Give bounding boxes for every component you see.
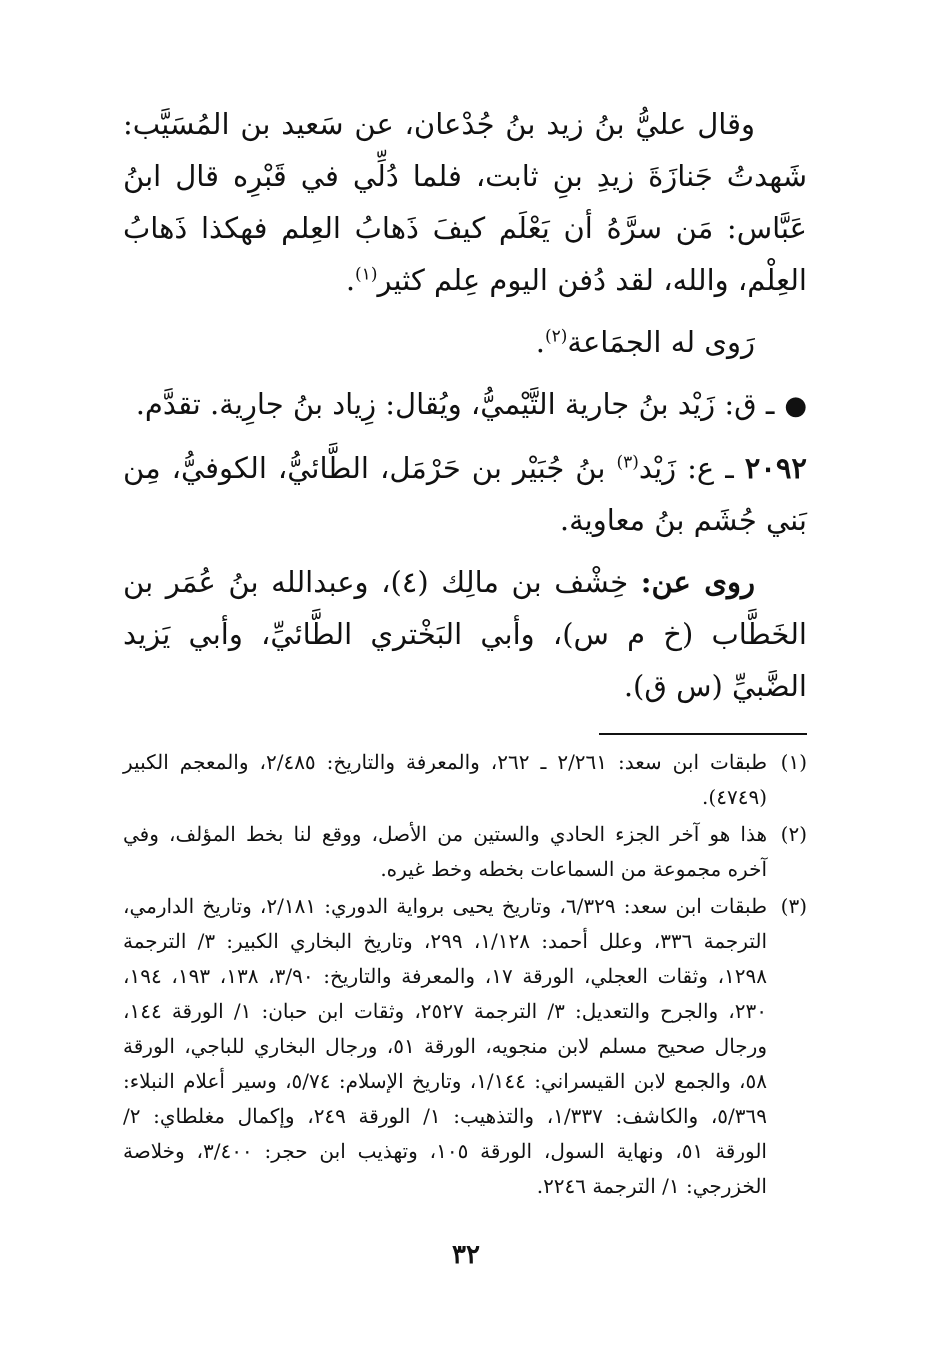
footnote-text: طبقات ابن سعد: ٢/٢٦١ ـ ٢٦٢، والمعرفة والتاريخ: ٢/٤٨٥، والمعجم الكبير (٤٧٤٩). xyxy=(123,750,767,809)
paragraph-quote xyxy=(123,98,807,306)
entry-number: ٢٠٩٢ xyxy=(744,451,808,485)
paragraph-narrators xyxy=(123,316,807,368)
footnote-number: (١) xyxy=(780,750,807,774)
footnote-divider xyxy=(599,733,807,735)
paragraph-narrated-from xyxy=(123,556,807,712)
paragraph-end-mark: . xyxy=(535,325,545,359)
entry-name-start: ـ ع: زَيْد xyxy=(638,451,734,485)
footnote-ref-1: (١) xyxy=(355,264,378,285)
paragraph-narrators-text: رَوى له الجمَاعة xyxy=(567,325,755,359)
footnote-number: (٢) xyxy=(780,822,807,846)
footnote-2 xyxy=(123,817,807,887)
bullet-icon: ● xyxy=(784,391,807,421)
narrated-from-label: روى عن: xyxy=(640,565,756,599)
paragraph-cross-reference xyxy=(123,378,807,432)
footnote-ref-3: (٣) xyxy=(616,452,639,473)
footnote-text: هذا هو آخر الجزء الحادي والستين من الأصل، ووقع لنا بخط المؤلف، وفي آخره مجموعة من السماعات بخطه وخط غيره. xyxy=(123,822,767,881)
entry-heading xyxy=(123,442,807,546)
footnote-ref-2: (٢) xyxy=(544,326,568,347)
main-text xyxy=(123,98,807,712)
paragraph-quote-text: وقال عليُّ بنُ زيد بنُ جُدْعان، عن سَعيد بن المُسَيَّب: شَهدتُ جَنازَةَ زيدِ بنِ ثابت، فلما دُلِّي في قَبْرِه قال ابنُ عَبَّاس: مَن سرَّهُ أن يَعْلَم كيفَ ذَهابُ العِلم فهكذا ذَهابُ العِلْم، والله، لقد دُفن اليوم عِلم كثير xyxy=(123,107,807,297)
narrated-from-text: خِشْف بن مالِك (٤)، وعبدالله بنُ عُمَر بن الخَطَّاب (خ م س)، وأبي البَخْتري الطَّائيِّ، وأبي يَزيد الضَّبيِّ (س ق). xyxy=(123,565,807,703)
cross-reference-text: ـ ق: زَيْد بنُ جارية التَّيْميُّ، ويُقال: زِياد بنُ جارِية. تقدَّم. xyxy=(135,387,775,421)
footnote-number: (٣) xyxy=(780,894,807,918)
entry-name-rest: بنُ جُبَيْر بن حَرْمَل، الطَّائيُّ، الكوفيُّ، مِن بَني جُشَم بنُ معاوية. xyxy=(123,451,807,537)
footnote-3 xyxy=(123,889,807,1204)
paragraph-end-mark: . xyxy=(345,263,356,297)
footnote-1 xyxy=(123,745,807,815)
footnotes xyxy=(123,745,807,1206)
page-number: ٣٢ xyxy=(452,1240,480,1270)
footnote-text: طبقات ابن سعد: ٦/٣٢٩، وتاريخ يحيى برواية الدوري: ٢/١٨١، وتاريخ الدارمي، الترجمة ٣٣٦، وعلل أحمد: ١/١٢٨، ٢٩٩، وتاريخ البخاري الكبير: ٣/ الترجمة ١٢٩٨، وثقات العجلي، الورقة ١٧، والمعرفة والتاريخ: ٣/٩٠، ١٣٨، ١٩٣، ١٩٤، ٢٣٠، والجرح والتعديل: ٣/ الترجمة ٢٥٢٧، وثقات ابن حبان: ١/ الورقة ١٤٤، ورجال صحيح مسلم لابن منجويه، الورقة ٥١، ورجال البخاري للباجي، الورقة ٥٨، والجمع لابن القيسراني: ١/١٤٤، وتاريخ الإسلام: ٥/٧٤، وسير أعلام النبلاء: ٥/٣٦٩، والكاشف: ١/٣٣٧، والتذهيب: ١/ الورقة ٢٤٩، وإكمال مغلطاي: ٢/ الورقة ٥١، ونهاية السول، الورقة ١٠٥، وتهذيب ابن حجر: ٣/٤٠٠، وخلاصة الخزرجي: ١/ الترجمة ٢٢٤٦. xyxy=(123,894,768,1198)
